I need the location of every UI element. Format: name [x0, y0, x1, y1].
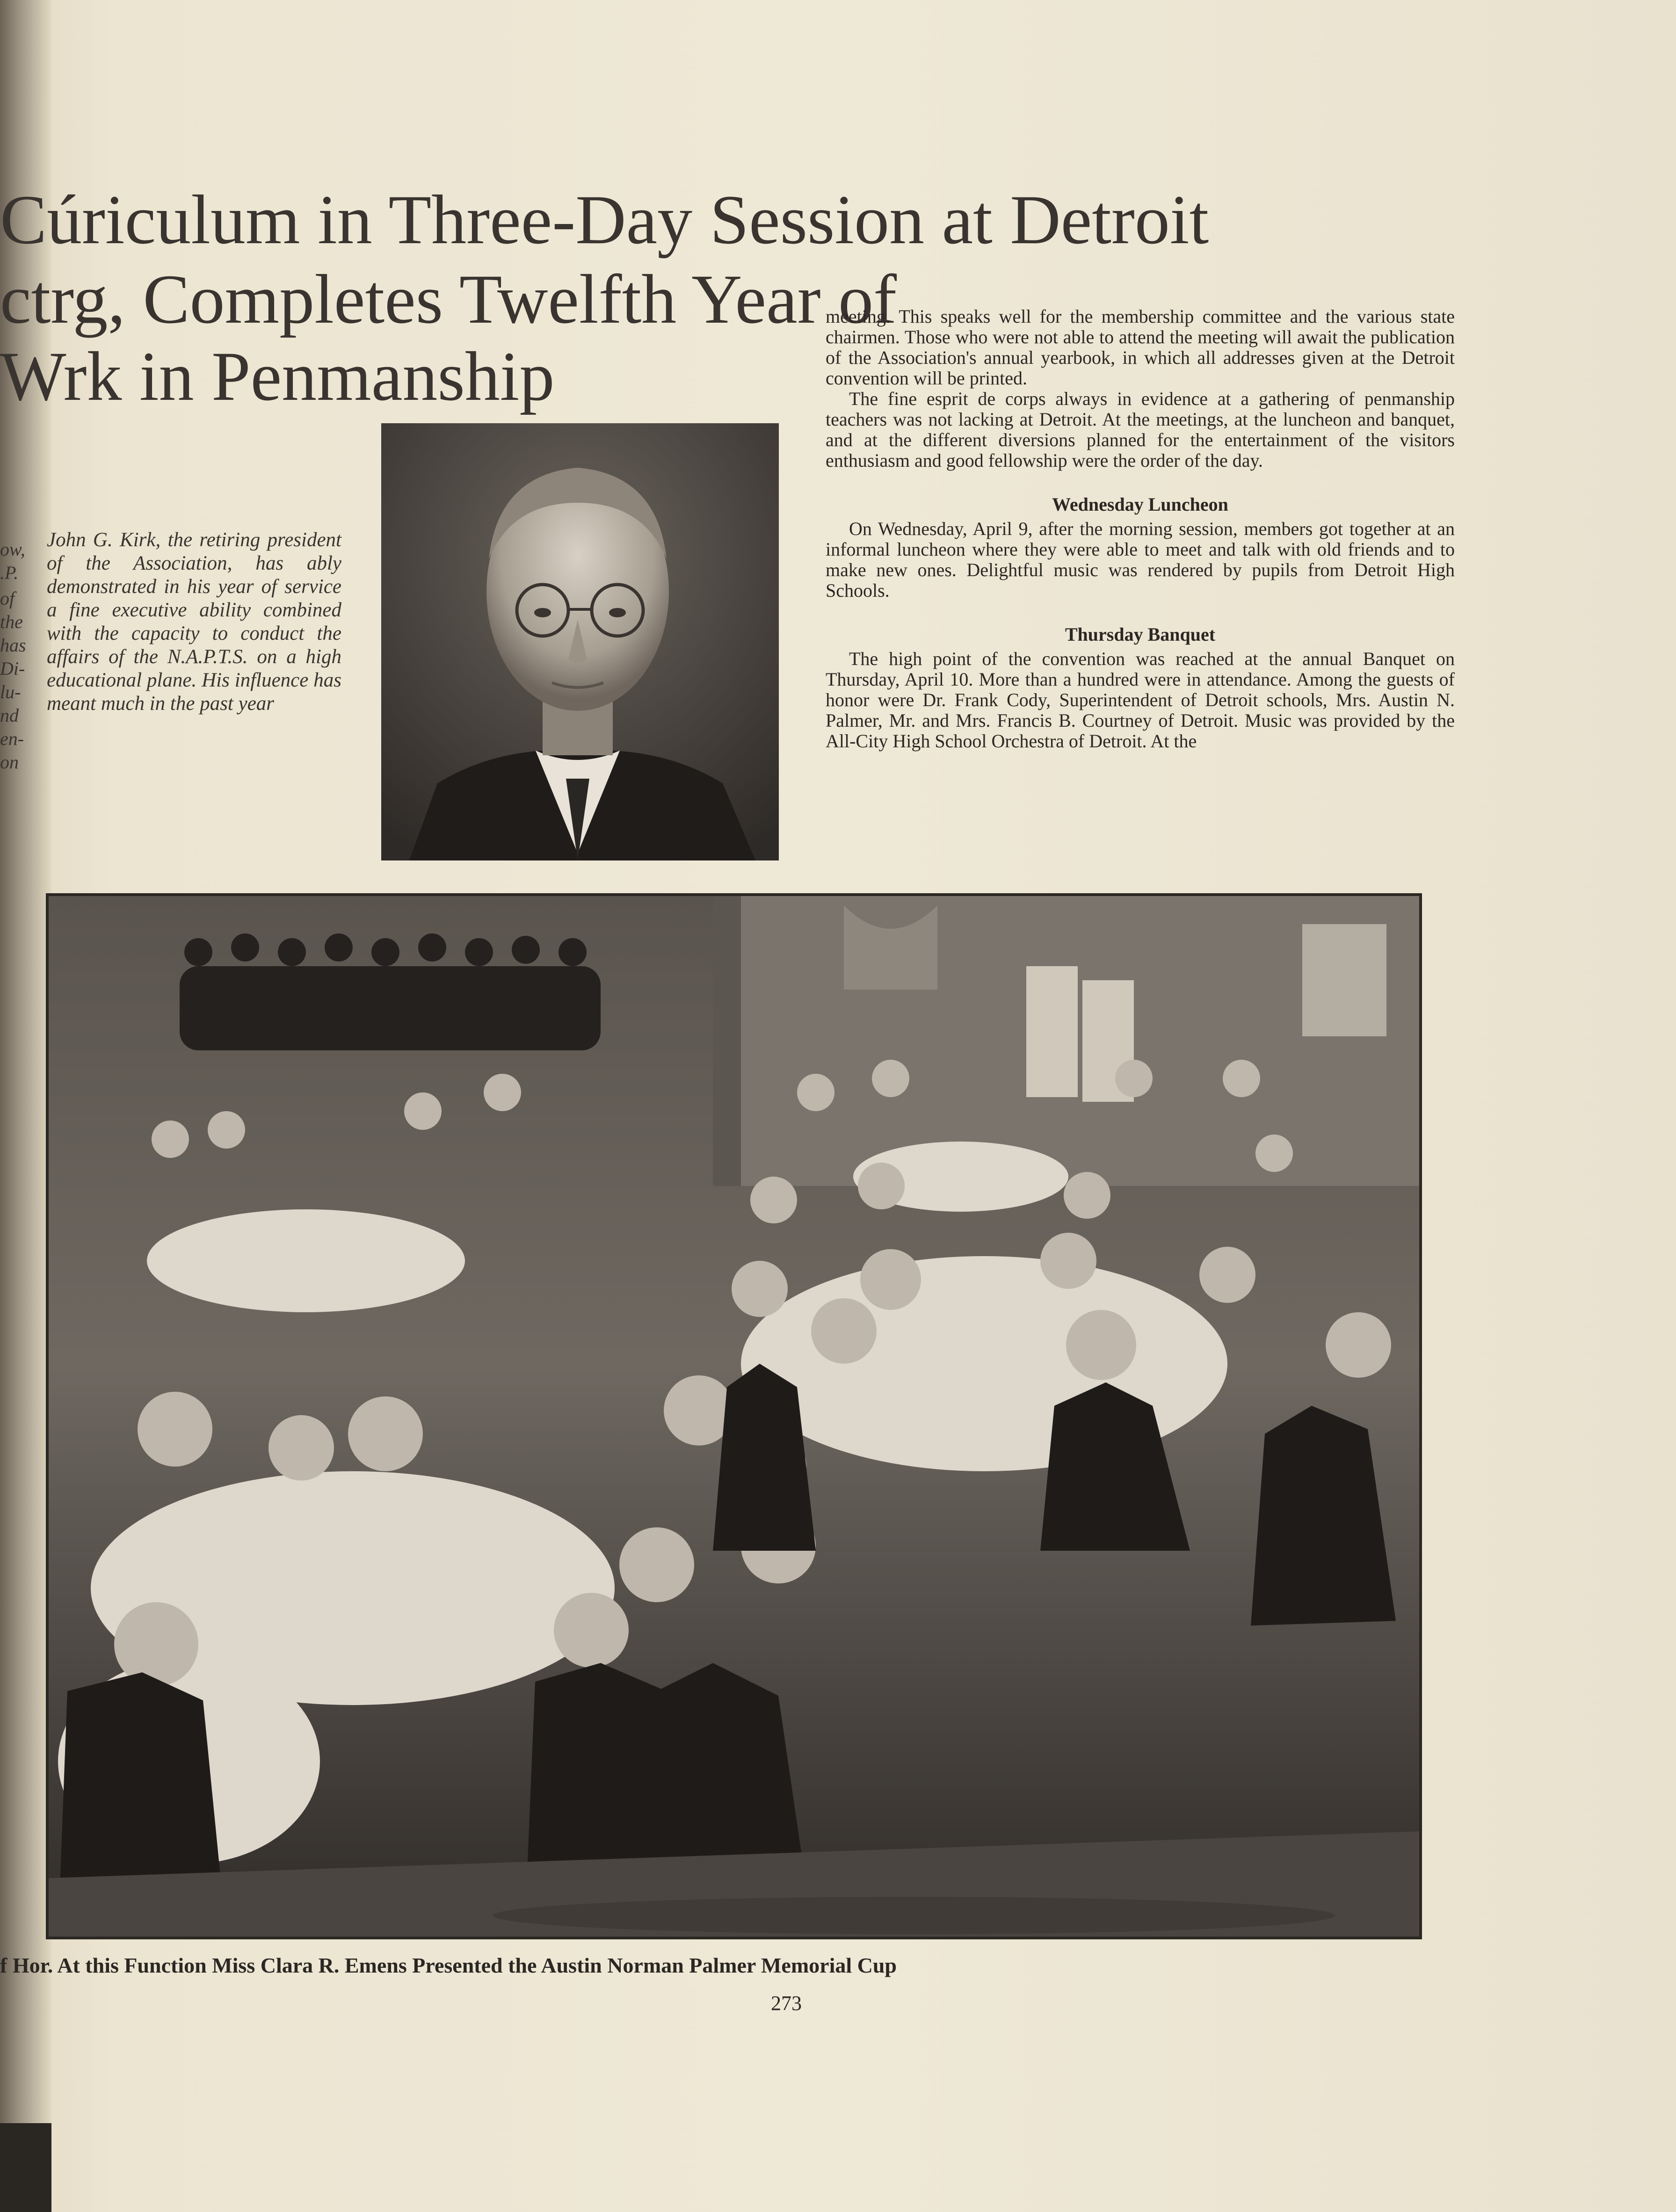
margin-fragment: ow, — [0, 539, 25, 560]
headline-line-2: ctrg, Completes Twelfth Year of — [0, 260, 897, 338]
banquet-illustration — [49, 896, 1419, 1937]
banquet-paragraph: The high point of the convention was reached at the annual Banquet on Thursday, April 10. More than a hundred were in attendance. Among the guests of honor were Dr. Frank Cody, Superintendent of Detroit schools, Mrs. Austin N. Palmer, Mr. and Mrs. Francis B. Courtney of Detroit. Music was provided by the All-City High School Orchestra of Detroit. At the — [826, 648, 1455, 752]
margin-fragment: Di- — [0, 658, 25, 679]
headline-line-3: Wrk in Penmanship — [0, 338, 555, 415]
section-heading-banquet: Thursday Banquet — [1065, 624, 1216, 645]
margin-fragment: .P. — [0, 562, 19, 583]
page-number: 273 — [771, 1992, 802, 2015]
banquet-photo — [46, 893, 1422, 1939]
binding-shadow — [0, 2123, 51, 2212]
portrait-illustration — [381, 423, 779, 860]
margin-fragment: on — [0, 752, 19, 773]
margin-fragment: has — [0, 635, 26, 656]
portrait-photo — [381, 423, 779, 860]
margin-fragment: en- — [0, 728, 24, 749]
photo-caption: f Hor. At this Function Miss Clara R. Emens Presented the Austin Norman Palmer Memorial Cup — [0, 1953, 897, 1977]
margin-fragment: nd — [0, 705, 19, 726]
headline-line-1: Cúriculum in Three-Day Session at Detroit — [0, 181, 1209, 259]
portrait-caption-text: John G. Kirk, the retiring president of the Association, has ably demonstrated in his year of service a fine executive ability combined with the capacity to conduct the affairs of the N.A.P.T.S. on a high educational plane. His influence has meant much in the past year — [47, 529, 341, 715]
margin-fragment: the — [0, 611, 23, 632]
luncheon-paragraph: On Wednesday, April 9, after the morning session, members got together at an informal luncheon where they were able to meet and talk with old friends and to make new ones. Delightful music was rendered by pupils from Detroit High Schools. — [826, 518, 1455, 601]
article-intro: meeting. This speaks well for the membership committee and the various state chairmen. Those who were not able to attend the meeting will await the publication of the Association's annual yearbook, in which all addresses given at the Detroit convention will be printed. — [826, 306, 1455, 389]
margin-fragment: lu- — [0, 681, 21, 702]
section-heading-luncheon: Wednesday Luncheon — [1052, 494, 1228, 515]
margin-fragment: of — [0, 588, 15, 609]
portrait-caption — [47, 528, 341, 716]
article-column — [826, 306, 1455, 752]
article-paragraph: The fine esprit de corps always in evidence at a gathering of penmanship teachers was not lacking at Detroit. At the meetings, at the luncheon and banquet, and at the different diversions planned for the entertainment of the visitors enthusiasm and good fellowship were the order of the day. — [826, 388, 1455, 471]
